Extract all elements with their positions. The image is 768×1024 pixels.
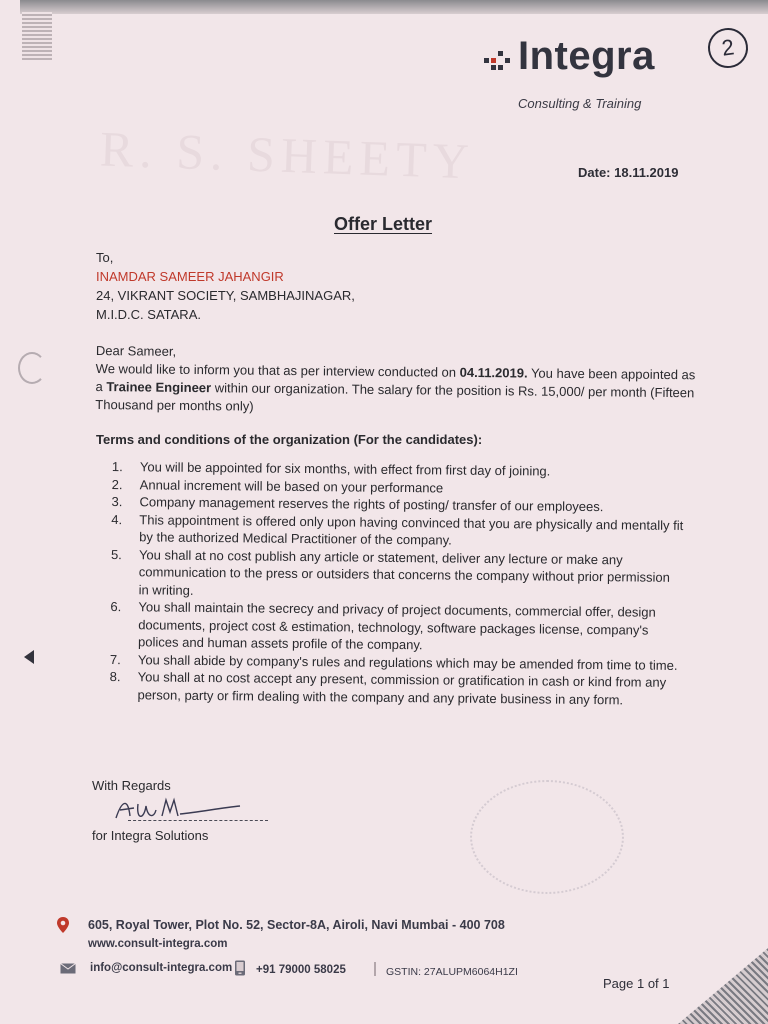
logo-dots-icon [482, 48, 518, 76]
term-text: You shall at no cost publish any article or statement, deliver any lecture or make any communication to the press or outsiders that concerns the company without prior permission in writing. [138, 546, 670, 598]
letter-date: Date: 18.11.2019 [578, 165, 679, 180]
body-paragraph [95, 360, 696, 420]
term-number: 8. [109, 668, 121, 685]
footer-address: 605, Royal Tower, Plot No. 52, Sector-8A, Airoli, Navi Mumbai - 400 708 [88, 918, 505, 932]
term-item [109, 668, 681, 709]
term-text: Annual increment will be based on your performance [139, 476, 444, 495]
term-item [110, 598, 683, 656]
footer-phone: +91 79000 58025 [256, 964, 346, 976]
company-logo [482, 34, 682, 114]
term-text: You shall at no cost accept any present, commission or gratification in cash or kind from any person, party or firm dealing with the company and any private business in any form. [137, 669, 667, 707]
body-text-1: We would like to inform you that as per interview conducted on [95, 360, 460, 380]
to-label: To, [96, 250, 114, 265]
faded-stamp [470, 780, 624, 894]
location-pin-icon [56, 916, 70, 934]
term-text: Company management reserves the rights of posting/ transfer of our employees. [139, 494, 604, 515]
term-number: 6. [110, 598, 122, 615]
body-text-2: You have been appointed as a [95, 365, 696, 395]
logo-tagline: Consulting & Training [518, 96, 642, 111]
signatory: for Integra Solutions [92, 828, 209, 843]
terms-list [109, 458, 684, 709]
salutation: Dear Sameer, [95, 342, 177, 359]
handwritten-page-mark: 2 [705, 25, 750, 70]
mail-icon [60, 963, 76, 974]
term-item [111, 510, 683, 551]
letter-title: Offer Letter [334, 214, 433, 234]
term-text: This appointment is offered only upon having convinced that you are physically and mentally fit by the authorized Medical Practitioner of the company. [139, 511, 684, 548]
punch-hole-mark [18, 352, 46, 384]
footer-gstin: GSTIN: 27ALUPM6064H1ZI [386, 966, 518, 978]
term-number: 2. [111, 476, 123, 492]
logo-wordmark: Integra [518, 34, 655, 78]
term-text: You will be appointed for six months, with effect from first day of joining. [139, 459, 551, 479]
letter-body [95, 342, 696, 420]
page-number: Page 1 of 1 [603, 976, 670, 991]
terms-heading: Terms and conditions of the organization (For the candidates): [96, 432, 483, 447]
footer-website: www.consult-integra.com [88, 938, 228, 950]
term-number: 5. [110, 546, 122, 562]
term-number: 3. [111, 493, 123, 510]
bleed-through-watermark: R. S. SHEETY [99, 120, 476, 190]
recipient-address-line1: 24, VIKRANT SOCIETY, SAMBHAJINAGAR, [96, 288, 355, 303]
footer-email: info@consult-integra.com [90, 962, 233, 974]
recipient-address-line2: M.I.D.C. SATARA. [96, 307, 201, 322]
term-item [111, 545, 684, 603]
interview-date: 04.11.2019. [459, 364, 528, 381]
margin-arrow-mark [24, 650, 34, 664]
scan-top-edge [20, 0, 768, 14]
phone-icon [234, 960, 246, 976]
recipient-block [96, 248, 355, 324]
term-number: 4. [111, 511, 123, 527]
scan-left-mark [22, 12, 52, 60]
term-text: You shall abide by company's rules and regulations which may be amended from time to time. [137, 651, 678, 673]
footer-separator [374, 962, 376, 976]
recipient-name: INAMDAR SAMEER JAHANGIR [96, 269, 284, 284]
closing: With Regards [92, 778, 171, 793]
signature-line [128, 820, 268, 821]
term-number: 1. [111, 458, 123, 475]
term-number: 7. [109, 651, 121, 667]
body-text-3: within our organization. The salary for the position is Rs. 15,000/ per month (Fifteen Thousand per months only) [95, 380, 695, 414]
term-text: You shall maintain the secrecy and privacy of project documents, commercial offer, design documents, project cost & estimation, technology, software packages license, company's polices and human assets profile of the company. [137, 599, 656, 653]
position-title: Trainee Engineer [106, 379, 212, 396]
